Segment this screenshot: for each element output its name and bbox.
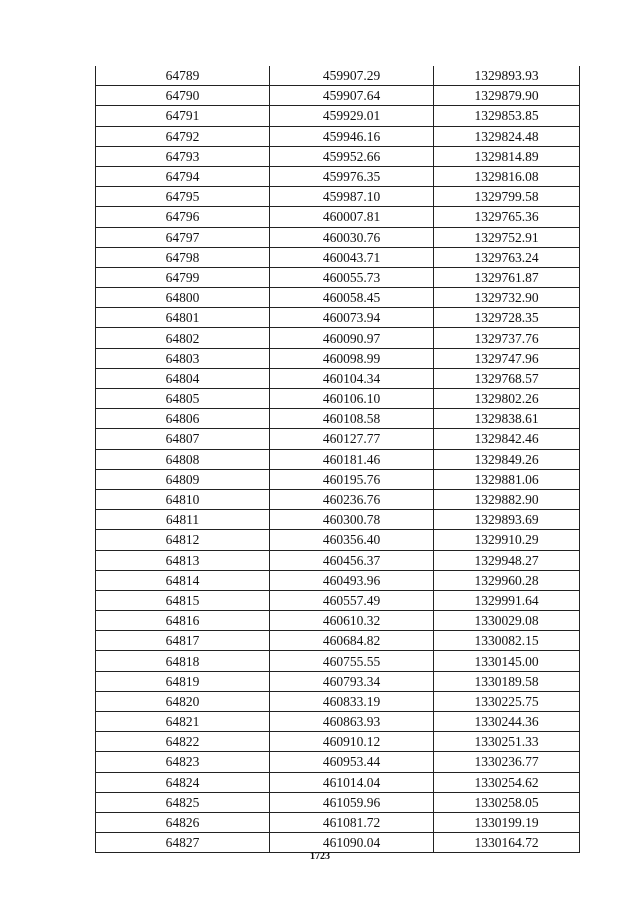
y-coordinate-cell: 1329732.90 — [434, 288, 580, 308]
y-coordinate-cell: 1329768.57 — [434, 368, 580, 388]
table-row — [96, 489, 580, 509]
point-id-cell: 64808 — [96, 449, 270, 469]
x-coordinate-cell: 459976.35 — [270, 166, 434, 186]
table-row — [96, 328, 580, 348]
y-coordinate-cell: 1329747.96 — [434, 348, 580, 368]
x-coordinate-cell: 459946.16 — [270, 126, 434, 146]
table-row — [96, 590, 580, 610]
point-id-cell: 64798 — [96, 247, 270, 267]
y-coordinate-cell: 1329816.08 — [434, 166, 580, 186]
x-coordinate-cell: 461081.72 — [270, 812, 434, 832]
x-coordinate-cell: 460493.96 — [270, 570, 434, 590]
x-coordinate-cell: 460557.49 — [270, 590, 434, 610]
table-row — [96, 651, 580, 671]
y-coordinate-cell: 1329849.26 — [434, 449, 580, 469]
point-id-cell: 64820 — [96, 691, 270, 711]
point-id-cell: 64789 — [96, 66, 270, 86]
y-coordinate-cell: 1329838.61 — [434, 409, 580, 429]
point-id-cell: 64795 — [96, 187, 270, 207]
x-coordinate-cell: 460098.99 — [270, 348, 434, 368]
y-coordinate-cell: 1329842.46 — [434, 429, 580, 449]
x-coordinate-cell: 460793.34 — [270, 671, 434, 691]
point-id-cell: 64807 — [96, 429, 270, 449]
y-coordinate-cell: 1330164.72 — [434, 833, 580, 853]
table-row — [96, 207, 580, 227]
point-id-cell: 64825 — [96, 792, 270, 812]
table-row — [96, 106, 580, 126]
y-coordinate-cell: 1330244.36 — [434, 712, 580, 732]
point-id-cell: 64818 — [96, 651, 270, 671]
y-coordinate-cell: 1330236.77 — [434, 752, 580, 772]
point-id-cell: 64821 — [96, 712, 270, 732]
x-coordinate-cell: 460356.40 — [270, 530, 434, 550]
y-coordinate-cell: 1329765.36 — [434, 207, 580, 227]
y-coordinate-cell: 1329737.76 — [434, 328, 580, 348]
y-coordinate-cell: 1330225.75 — [434, 691, 580, 711]
x-coordinate-cell: 460833.19 — [270, 691, 434, 711]
x-coordinate-cell: 460181.46 — [270, 449, 434, 469]
page-number: 1723 — [310, 851, 330, 862]
table-row — [96, 671, 580, 691]
table-row — [96, 792, 580, 812]
x-coordinate-cell: 461059.96 — [270, 792, 434, 812]
table-row — [96, 187, 580, 207]
table-row — [96, 530, 580, 550]
point-id-cell: 64791 — [96, 106, 270, 126]
point-id-cell: 64794 — [96, 166, 270, 186]
table-row — [96, 691, 580, 711]
table-row — [96, 409, 580, 429]
x-coordinate-cell: 461014.04 — [270, 772, 434, 792]
point-id-cell: 64800 — [96, 288, 270, 308]
x-coordinate-cell: 460684.82 — [270, 631, 434, 651]
point-id-cell: 64819 — [96, 671, 270, 691]
table-row — [96, 449, 580, 469]
y-coordinate-cell: 1330251.33 — [434, 732, 580, 752]
table-row — [96, 611, 580, 631]
point-id-cell: 64809 — [96, 469, 270, 489]
y-coordinate-cell: 1329802.26 — [434, 389, 580, 409]
coordinate-table-body — [96, 66, 580, 853]
table-row — [96, 752, 580, 772]
x-coordinate-cell: 459907.64 — [270, 86, 434, 106]
table-row — [96, 429, 580, 449]
y-coordinate-cell: 1329761.87 — [434, 267, 580, 287]
x-coordinate-cell: 460106.10 — [270, 389, 434, 409]
table-row — [96, 570, 580, 590]
point-id-cell: 64805 — [96, 389, 270, 409]
point-id-cell: 64799 — [96, 267, 270, 287]
point-id-cell: 64802 — [96, 328, 270, 348]
x-coordinate-cell: 460030.76 — [270, 227, 434, 247]
x-coordinate-cell: 460127.77 — [270, 429, 434, 449]
point-id-cell: 64797 — [96, 227, 270, 247]
x-coordinate-cell: 460755.55 — [270, 651, 434, 671]
x-coordinate-cell: 459952.66 — [270, 146, 434, 166]
y-coordinate-cell: 1329728.35 — [434, 308, 580, 328]
y-coordinate-cell: 1329879.90 — [434, 86, 580, 106]
y-coordinate-cell: 1330029.08 — [434, 611, 580, 631]
point-id-cell: 64815 — [96, 590, 270, 610]
point-id-cell: 64812 — [96, 530, 270, 550]
y-coordinate-cell: 1330145.00 — [434, 651, 580, 671]
y-coordinate-cell: 1329824.48 — [434, 126, 580, 146]
x-coordinate-cell: 460108.58 — [270, 409, 434, 429]
point-id-cell: 64806 — [96, 409, 270, 429]
y-coordinate-cell: 1329853.85 — [434, 106, 580, 126]
y-coordinate-cell: 1330254.62 — [434, 772, 580, 792]
point-id-cell: 64823 — [96, 752, 270, 772]
y-coordinate-cell: 1329881.06 — [434, 469, 580, 489]
table-row — [96, 389, 580, 409]
y-coordinate-cell: 1330189.58 — [434, 671, 580, 691]
x-coordinate-cell: 460007.81 — [270, 207, 434, 227]
table-row — [96, 86, 580, 106]
y-coordinate-cell: 1329960.28 — [434, 570, 580, 590]
y-coordinate-cell: 1330199.19 — [434, 812, 580, 832]
table-row — [96, 631, 580, 651]
x-coordinate-cell: 459929.01 — [270, 106, 434, 126]
table-row — [96, 712, 580, 732]
point-id-cell: 64796 — [96, 207, 270, 227]
x-coordinate-cell: 460058.45 — [270, 288, 434, 308]
table-row — [96, 247, 580, 267]
table-row — [96, 146, 580, 166]
x-coordinate-cell: 459987.10 — [270, 187, 434, 207]
x-coordinate-cell: 459907.29 — [270, 66, 434, 86]
y-coordinate-cell: 1329910.29 — [434, 530, 580, 550]
x-coordinate-cell: 460456.37 — [270, 550, 434, 570]
table-row — [96, 510, 580, 530]
point-id-cell: 64803 — [96, 348, 270, 368]
point-id-cell: 64810 — [96, 489, 270, 509]
point-id-cell: 64793 — [96, 146, 270, 166]
table-row — [96, 368, 580, 388]
table-row — [96, 833, 580, 853]
point-id-cell: 64811 — [96, 510, 270, 530]
x-coordinate-cell: 460236.76 — [270, 489, 434, 509]
table-row — [96, 550, 580, 570]
y-coordinate-cell: 1329763.24 — [434, 247, 580, 267]
y-coordinate-cell: 1329893.93 — [434, 66, 580, 86]
x-coordinate-cell: 460300.78 — [270, 510, 434, 530]
table-row — [96, 288, 580, 308]
x-coordinate-cell: 460910.12 — [270, 732, 434, 752]
point-id-cell: 64827 — [96, 833, 270, 853]
y-coordinate-cell: 1329752.91 — [434, 227, 580, 247]
point-id-cell: 64804 — [96, 368, 270, 388]
table-row — [96, 772, 580, 792]
x-coordinate-cell: 460055.73 — [270, 267, 434, 287]
y-coordinate-cell: 1330258.05 — [434, 792, 580, 812]
point-id-cell: 64817 — [96, 631, 270, 651]
x-coordinate-cell: 460863.93 — [270, 712, 434, 732]
y-coordinate-cell: 1329948.27 — [434, 550, 580, 570]
x-coordinate-cell: 461090.04 — [270, 833, 434, 853]
table-row — [96, 126, 580, 146]
table-row — [96, 469, 580, 489]
point-id-cell: 64816 — [96, 611, 270, 631]
x-coordinate-cell: 460104.34 — [270, 368, 434, 388]
y-coordinate-cell: 1329882.90 — [434, 489, 580, 509]
x-coordinate-cell: 460073.94 — [270, 308, 434, 328]
table-row — [96, 732, 580, 752]
point-id-cell: 64790 — [96, 86, 270, 106]
table-row — [96, 166, 580, 186]
y-coordinate-cell: 1329814.89 — [434, 146, 580, 166]
table-row — [96, 348, 580, 368]
table-row — [96, 267, 580, 287]
coordinate-table — [95, 66, 580, 853]
x-coordinate-cell: 460953.44 — [270, 752, 434, 772]
x-coordinate-cell: 460043.71 — [270, 247, 434, 267]
y-coordinate-cell: 1330082.15 — [434, 631, 580, 651]
x-coordinate-cell: 460195.76 — [270, 469, 434, 489]
point-id-cell: 64801 — [96, 308, 270, 328]
y-coordinate-cell: 1329991.64 — [434, 590, 580, 610]
point-id-cell: 64813 — [96, 550, 270, 570]
point-id-cell: 64814 — [96, 570, 270, 590]
table-row — [96, 66, 580, 86]
point-id-cell: 64826 — [96, 812, 270, 832]
point-id-cell: 64822 — [96, 732, 270, 752]
table-row — [96, 812, 580, 832]
point-id-cell: 64792 — [96, 126, 270, 146]
point-id-cell: 64824 — [96, 772, 270, 792]
table-row — [96, 227, 580, 247]
x-coordinate-cell: 460090.97 — [270, 328, 434, 348]
y-coordinate-cell: 1329893.69 — [434, 510, 580, 530]
x-coordinate-cell: 460610.32 — [270, 611, 434, 631]
table-row — [96, 308, 580, 328]
y-coordinate-cell: 1329799.58 — [434, 187, 580, 207]
